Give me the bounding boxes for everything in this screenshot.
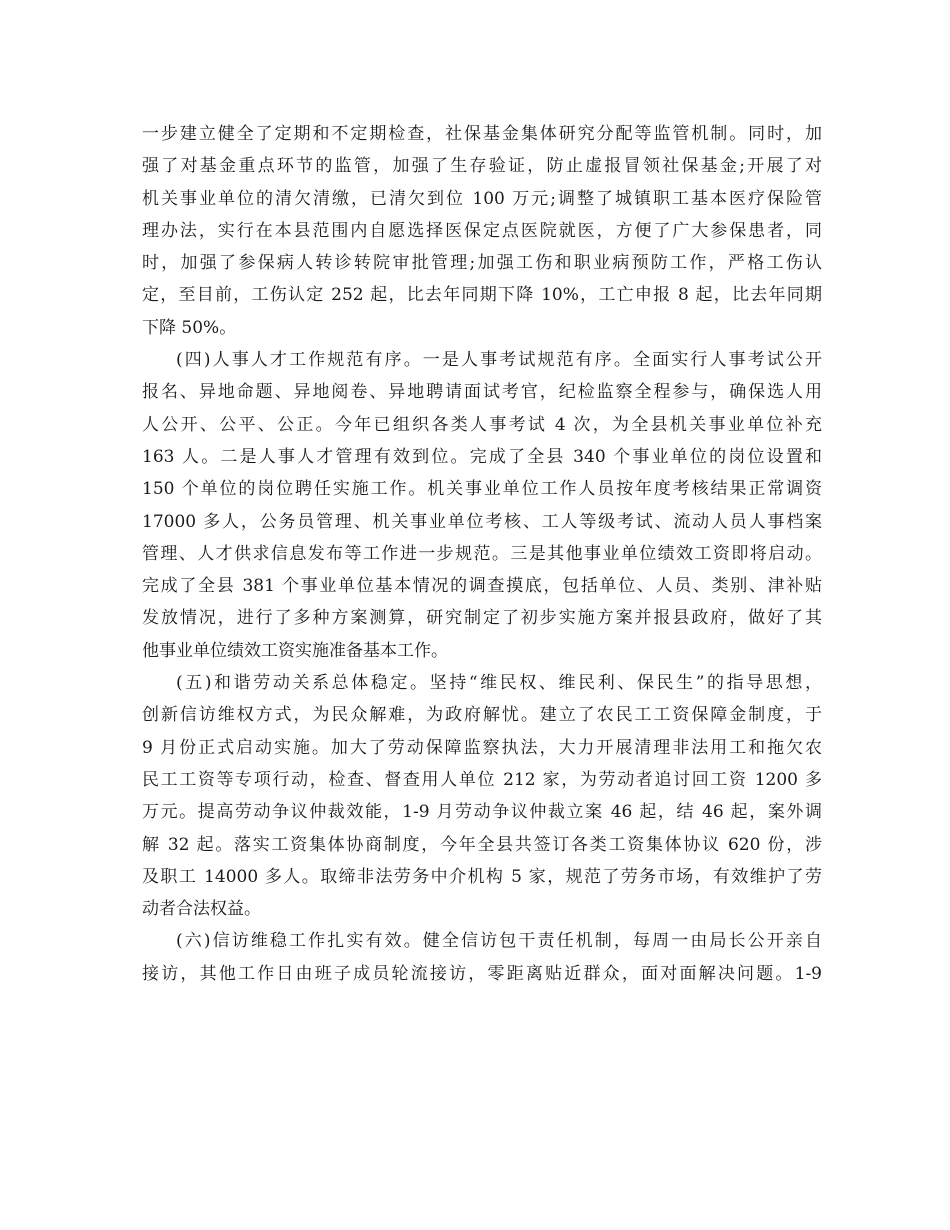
text-line: 150 个单位的岗位聘任实施工作。机关事业单位工作人员按年度考核结果正常调资 <box>142 479 822 500</box>
text-line: 下降 50%。 <box>142 317 237 338</box>
paragraph-first-line: (六)信访维稳工作扎实有效。健全信访包干责任机制，每周一由局长公开亲自 <box>176 931 822 952</box>
text-line: 机关事业单位的清欠清缴，已清欠到位 100 万元;调整了城镇职工基本医疗保险管 <box>142 188 822 209</box>
text-line: 解 32 起。落实工资集体协商制度，今年全县共签订各类工资集体协议 620 份，涉 <box>142 834 822 855</box>
text-line: 163 人。二是人事人才管理有效到位。完成了全县 340 个事业单位的岗位设置和 <box>142 446 822 467</box>
text-line: 接访，其他工作日由班子成员轮流接访，零距离贴近群众，面对面解决问题。1-9 <box>142 963 822 984</box>
text-line: 他事业单位绩效工资实施准备基本工作。 <box>142 640 448 661</box>
text-line: 理办法，实行在本县范围内自愿选择医保定点医院就医，方便了广大参保患者，同 <box>142 220 822 241</box>
text-line: 完成了全县 381 个事业单位基本情况的调查摸底，包括单位、人员、类别、津补贴 <box>142 576 822 597</box>
text-line: 人公开、公平、公正。今年已组织各类人事考试 4 次，为全县机关事业单位补充 <box>142 414 822 435</box>
text-line: 动者合法权益。 <box>142 899 261 920</box>
text-line: 定，至目前，工伤认定 252 起，比去年同期下降 10%，工亡申报 8 起，比去年同期 <box>142 285 822 306</box>
paragraph-first-line: (四)人事人才工作规范有序。一是人事考试规范有序。全面实行人事考试公开 <box>176 350 822 371</box>
text-line: 强了对基金重点环节的监管，加强了生存验证，防止虚报冒领社保基金;开展了对 <box>142 156 822 177</box>
text-line: 9 月份正式启动实施。加大了劳动保障监察执法，大力开展清理非法用工和拖欠农 <box>142 737 822 758</box>
text-line: 17000 多人，公务员管理、机关事业单位考核、工人等级考试、流动人员人事档案 <box>142 511 822 532</box>
text-line: 万元。提高劳动争议仲裁效能，1-9 月劳动争议仲裁立案 46 起，结 46 起，案外调 <box>142 802 822 823</box>
text-line: 时，加强了参保病人转诊转院审批管理;加强工伤和职业病预防工作，严格工伤认 <box>142 253 822 274</box>
text-line: 报名、异地命题、异地阅卷、异地聘请面试考官，纪检监察全程参与，确保选人用 <box>142 382 822 403</box>
text-line: 发放情况，进行了多种方案测算，研究制定了初步实施方案并报县政府，做好了其 <box>142 608 822 629</box>
document-page <box>142 118 822 990</box>
document-body <box>142 118 822 990</box>
text-line: 民工工资等专项行动，检查、督查用人单位 212 家，为劳动者追讨回工资 1200 多 <box>142 769 822 790</box>
text-line: 一步建立健全了定期和不定期检查，社保基金集体研究分配等监管机制。同时，加 <box>142 124 822 144</box>
text-line: 管理、人才供求信息发布等工作进一步规范。三是其他事业单位绩效工资即将启动。 <box>142 543 822 564</box>
text-line: 及职工 14000 多人。取缔非法劳务中介机构 5 家，规范了劳务市场，有效维护了劳 <box>142 866 822 887</box>
text-line: 创新信访维权方式，为民众解难，为政府解忧。建立了农民工工资保障金制度，于 <box>142 705 822 726</box>
paragraph-first-line: (五)和谐劳动关系总体稳定。坚持“维民权、维民利、保民生”的指导思想， <box>176 673 822 694</box>
